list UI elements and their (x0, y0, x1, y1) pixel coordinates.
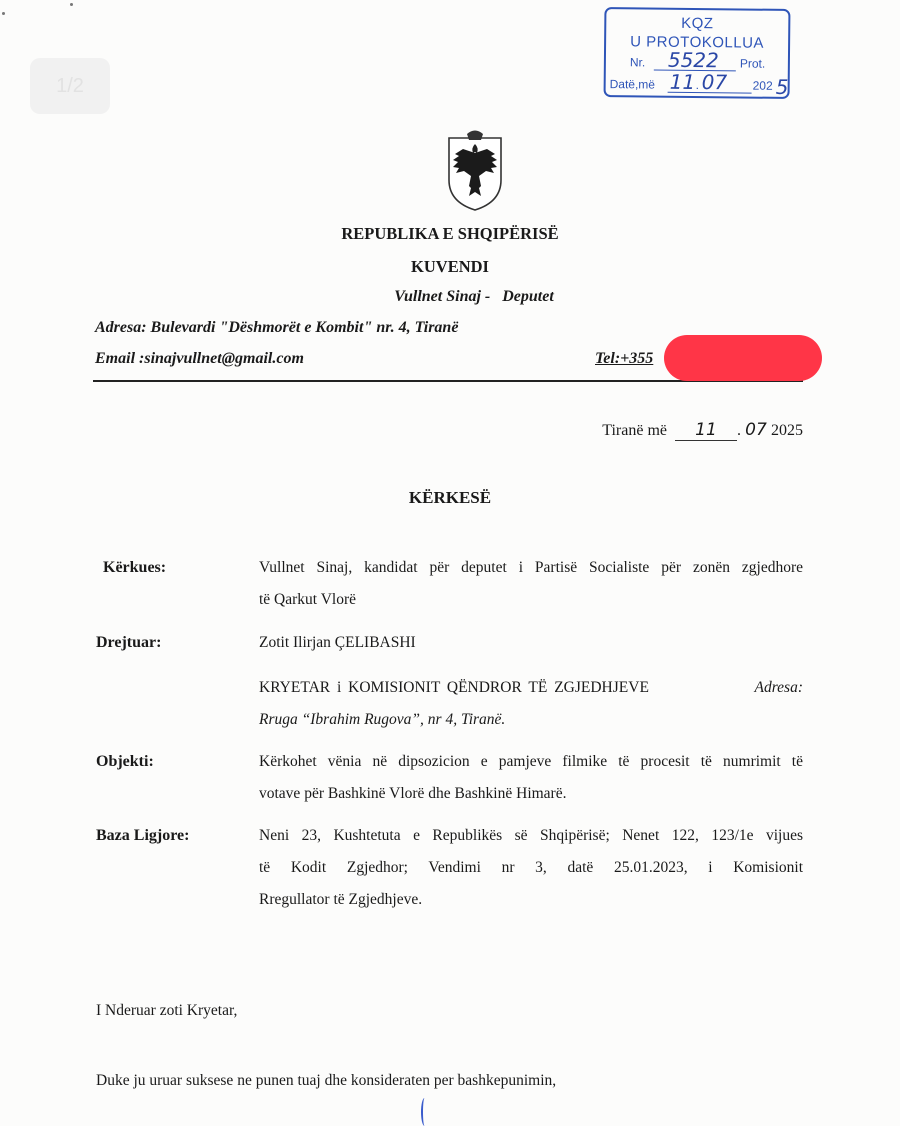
baza-line-1: Neni 23, Kushtetuta e Republikës së Shqipërisë; Nenet 122, 123/1e vijues (259, 827, 803, 844)
date-day: 11 (695, 420, 717, 440)
stamp-date-year: 202 (752, 78, 773, 93)
drejtuar-name: Zotit Ilirjan ÇELIBASHI (259, 634, 416, 651)
drejtuar-adresa-label: Adresa: (754, 679, 803, 696)
scan-speck (70, 3, 73, 6)
albania-coat-of-arms-emblem (445, 126, 505, 212)
document-title: KËRKESË (408, 488, 492, 507)
pen-mark (421, 1098, 428, 1126)
kerkues-line-1: Vullnet Sinaj, kandidat për deputet i Partisë Socialiste për zonën zgjedhore (259, 559, 803, 576)
stamp-nr-value: 5522 (667, 47, 719, 73)
page-counter-badge: 1/2 (30, 58, 110, 114)
header-sender: Vullnet Sinaj - Deputet (394, 288, 554, 305)
date-month: 07 (745, 420, 767, 440)
objekti-line-1: Kërkohet vënia në dipsozicion e pamjeve filmike të procesit të numrimit të (259, 753, 803, 770)
header-tel: Tel:+355 (595, 350, 654, 367)
header-country: REPUBLIKA E SHQIPËRISË (341, 224, 559, 243)
date-month-field (741, 420, 771, 440)
stamp-org: KQZ (681, 14, 714, 33)
baza-ligjore-label: Baza Ligjore: (96, 827, 190, 844)
scan-speck (2, 12, 5, 15)
document-date (602, 420, 803, 441)
drejtuar-title: KRYETAR i KOMISIONIT QËNDROR TË ZGJEDHJEVE (259, 679, 649, 696)
baza-line-3: Rregullator të Zgjedhjeve. (259, 891, 423, 908)
stamp-title: U PROTOKOLLUA (630, 33, 765, 52)
greeting: I Nderuar zoti Kryetar, (96, 1002, 238, 1019)
closing-line: Duke ju uruar suksese ne punen tuaj dhe konsideraten per bashkepunimin, (96, 1072, 557, 1089)
objekti-line-2: votave për Bashkinë Vlorë dhe Bashkinë Himarë. (259, 785, 567, 802)
date-dot: . (737, 422, 741, 439)
stamp-nr-label: Nr. (629, 55, 646, 70)
drejtuar-label: Drejtuar: (96, 634, 162, 651)
stamp-date-day: 11 (669, 69, 696, 94)
baza-line-2: të Kodit Zgjedhor; Vendimi nr 3, datë 25.01.2023, i Komisionit (259, 859, 803, 876)
kerkues-line-2: të Qarkut Vlorë (259, 591, 356, 608)
header-institution: KUVENDI (411, 257, 489, 276)
drejtuar-title-line (259, 672, 803, 704)
stamp-date-dot: . (695, 77, 700, 93)
drejtuar-adresa: Rruga “Ibrahim Rugova”, nr 4, Tiranë. (259, 711, 506, 728)
kerkues-label: Kërkues: (103, 559, 167, 576)
date-day-field (675, 420, 737, 441)
stamp-date-label: Datë,më (609, 77, 656, 92)
stamp-date-month: 07 (701, 70, 728, 95)
stamp-prot-label: Prot. (739, 56, 766, 71)
header-address: Adresa: Bulevardi "Dëshmorët e Kombit" nr. 4, Tiranë (95, 319, 459, 336)
date-prefix: Tiranë më (602, 422, 667, 439)
redaction-mark (664, 335, 822, 381)
header-email: Email :sinajvullnet@gmail.com (95, 350, 304, 367)
stamp-date-year-digit: 5 (775, 74, 789, 99)
kqz-protocol-stamp (604, 7, 791, 99)
objekti-label: Objekti: (96, 753, 154, 770)
date-year: 2025 (771, 422, 803, 439)
